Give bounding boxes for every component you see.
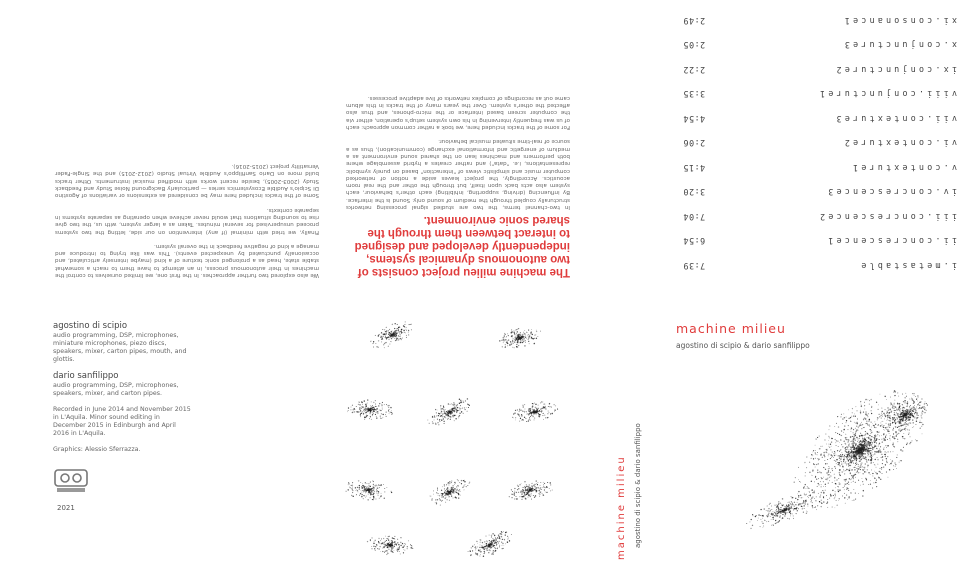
artist-name: agostino di scipio [53, 321, 128, 331]
track-title: viii.conjuncture1 [816, 89, 957, 100]
track-row [683, 58, 957, 83]
back-cover-artwork [330, 300, 570, 560]
track-duration: 4:15 [683, 162, 706, 173]
recording-info: Recorded in June 2014 and November 2015 in L'Aquila. Minor sound editing in December 2015 in Edinburgh and April 2016 in L'Aquila. [53, 406, 191, 437]
track-row [683, 180, 957, 205]
track-row [683, 131, 957, 156]
track-duration: 2:49 [683, 15, 706, 26]
track-title: xi.consonance1 [841, 15, 957, 26]
track-duration: 7:04 [683, 211, 706, 222]
track-title: iii.concrescence2 [816, 211, 957, 222]
track-row [683, 9, 957, 34]
track-title: ix.conjuncture2 [833, 64, 957, 75]
track-duration: 2:05 [683, 40, 706, 51]
credits [53, 322, 193, 462]
track-title: v.contexture1 [849, 162, 957, 173]
track-duration: 2:22 [683, 64, 706, 75]
track-row [683, 156, 957, 181]
track-duration: 7:39 [683, 260, 706, 271]
track-title: x.conjuncture3 [841, 40, 957, 51]
track-row [683, 205, 957, 230]
liner-paragraph: We also explored two further approaches. In the first one, we limited ourselves to control the machines in their autonomous process, in an attempt to have them to reach a somewhat stable state, head as a prolonged sonic texture of a kind (maybe intensely articulated, and occasionally punctuated by unexpected events). This was like trying to introduce and manage a kind of negative feedback in the overall system. [55, 242, 319, 278]
track-row [683, 254, 957, 279]
track-duration [683, 0, 705, 1]
liner-paragraph: Some of the tracks included here may be considered as extensions or variations of Agostino Di Scipio's Audible Ecosystemics series — particularly Background Noise Study and Feedback Study (2003-2005), beside recent works with modified musical instruments. Other tracks build more on Dario Sanfilippo's Audible Virtual Studio (2012-2015) and the Single-Fader Versatility project (2015-2016). [55, 163, 319, 199]
track-duration: 6:54 [683, 236, 706, 247]
track-duration: 3:35 [683, 89, 706, 100]
graphics-credit: Graphics: Alessio Sferrazza. [53, 446, 141, 453]
track-row [683, 33, 957, 58]
liner-notes-right [55, 155, 319, 278]
artist-name: dario sanfilippo [53, 371, 119, 381]
track-title: iv.concrescence3 [825, 187, 957, 198]
track-row [683, 82, 957, 107]
track-row [683, 0, 957, 9]
liner-paragraph: For some of the tracks included here, we took a rather common approach: each of us was frequently intervening in his own system setup's operation, either via the computer screen based interface or the micro-phones, and thus also affected the other's system. Over the years many of the tracks in this album came out as recordings of complex networks of live adaptive processes. [346, 94, 570, 131]
track-row [683, 229, 957, 254]
front-cover-artwork [690, 370, 940, 550]
artist-roles: audio programming, DSP, microphones, miniature microphones, piezo discs, speakers, mixer, carton pipes, mouth, and glottis. [53, 332, 187, 363]
label-logo-icon [53, 468, 89, 494]
artist-credit [53, 322, 193, 364]
liner-paragraph: In two-channel terms, the two are studied signal processing networks structurally coupled through the medium of sound only. Sound is the interface. By influencing (driving, supporting, inhibiting) each other's behaviour, each system also acts back upon itself, but through the other and the real room acoustics. Accordingly, the project leaves aside a notion of networked computer music and simplistic views of "interaction" based on purely symbolic representations, i.e. "data") and rather creates a hybrid assemblage where both performers and machines lean on the shared sound environment as a medium of energetic and informational exchange (communication), thus as a source of real-time situated musical behaviour. [346, 138, 570, 210]
track-title [833, 0, 957, 1]
track-title: i.metastable [858, 260, 957, 271]
headline: The machine milieu project consists of two autonomous dynamical systems, independently developed and designed to interact between them through the shared sonic environment. [354, 214, 570, 278]
track-title: vii.contexture3 [833, 113, 957, 124]
release-year: 2021 [57, 504, 75, 512]
cover-title: machine milieu [676, 321, 786, 336]
track-duration: 2:06 [683, 138, 706, 149]
track-title: vi.contexture2 [841, 138, 957, 149]
artist-credit [53, 372, 193, 398]
spine-subtitle: agostino di scipio & dario sanfilippo [634, 423, 642, 548]
tracklist [683, 0, 957, 278]
track-duration: 3:20 [683, 187, 706, 198]
spine-title: machine milieu [616, 455, 627, 560]
liner-notes-left [346, 87, 570, 210]
liner-paragraph: Finally, we tried with minimal (if any) intervention on our side, letting the two systems proceed unsupervised for several minutes. Taken as a larger system, with us, the two give rise to sounding situations that would never achieve when operating as separate systems in separate contexts. [55, 206, 319, 235]
track-row [683, 107, 957, 132]
artist-roles: audio programming, DSP, microphones, speakers, mixer, and carton pipes. [53, 382, 179, 397]
track-duration: 4:54 [683, 113, 706, 124]
cover-subtitle: agostino di scipio & dario sanfilippo [676, 341, 810, 350]
track-title: ii.concrescence1 [825, 236, 957, 247]
